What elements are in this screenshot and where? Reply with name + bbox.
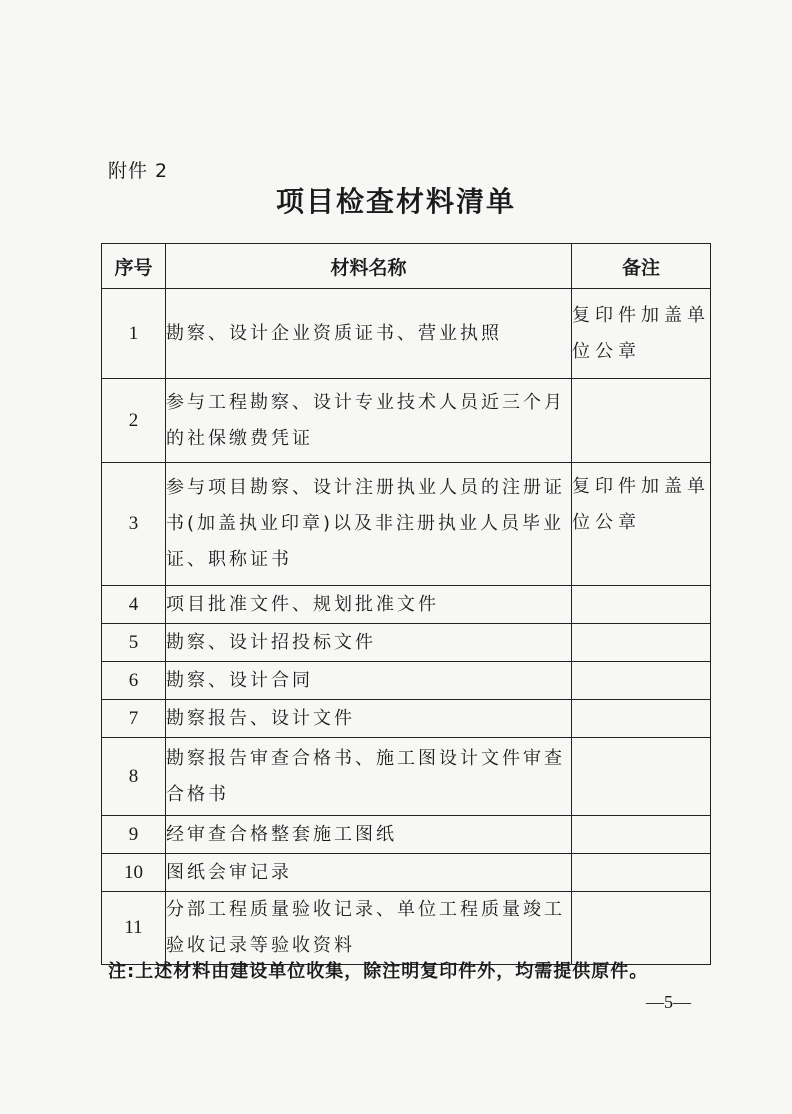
material-name: 项目批准文件、规划批准文件 xyxy=(166,586,572,624)
remark xyxy=(572,624,711,662)
table-header-row xyxy=(102,244,711,289)
material-name: 经审查合格整套施工图纸 xyxy=(166,816,572,854)
row-number: 3 xyxy=(102,463,166,586)
remark xyxy=(572,854,711,892)
remark xyxy=(572,379,711,463)
row-number: 6 xyxy=(102,662,166,700)
table-row xyxy=(102,738,711,816)
row-number: 5 xyxy=(102,624,166,662)
table-row xyxy=(102,700,711,738)
remark xyxy=(572,892,711,965)
attachment-label: 附件 2 xyxy=(108,160,169,182)
material-name: 图纸会审记录 xyxy=(166,854,572,892)
material-name: 勘察、设计招投标文件 xyxy=(166,624,572,662)
table-row xyxy=(102,379,711,463)
table-row xyxy=(102,892,711,965)
remark: 复印件加盖单位公章 xyxy=(572,463,711,586)
row-number: 9 xyxy=(102,816,166,854)
remark xyxy=(572,586,711,624)
row-number: 2 xyxy=(102,379,166,463)
row-number: 4 xyxy=(102,586,166,624)
table-row xyxy=(102,289,711,379)
row-number: 8 xyxy=(102,738,166,816)
table-row xyxy=(102,624,711,662)
row-number: 1 xyxy=(102,289,166,379)
header-serial-number: 序号 xyxy=(102,244,166,289)
material-name: 参与项目勘察、设计注册执业人员的注册证书(加盖执业印章)以及非注册执业人员毕业证、职称证书 xyxy=(166,463,572,586)
table-row xyxy=(102,586,711,624)
table-row xyxy=(102,463,711,586)
material-name: 勘察、设计企业资质证书、营业执照 xyxy=(166,289,572,379)
table-row xyxy=(102,816,711,854)
material-name: 勘察、设计合同 xyxy=(166,662,572,700)
material-name: 分部工程质量验收记录、单位工程质量竣工验收记录等验收资料 xyxy=(166,892,572,965)
table-row xyxy=(102,854,711,892)
footnote: 注:上述材料由建设单位收集，除注明复印件外，均需提供原件。 xyxy=(108,961,649,982)
remark xyxy=(572,662,711,700)
material-name: 参与工程勘察、设计专业技术人员近三个月的社保缴费凭证 xyxy=(166,379,572,463)
remark xyxy=(572,700,711,738)
document-title: 项目检查材料清单 xyxy=(275,185,516,218)
row-number: 10 xyxy=(102,854,166,892)
materials-table xyxy=(101,243,711,965)
page-number: —5— xyxy=(646,992,691,1012)
header-material-name: 材料名称 xyxy=(166,244,572,289)
material-name: 勘察报告审查合格书、施工图设计文件审查合格书 xyxy=(166,738,572,816)
remark xyxy=(572,738,711,816)
table-row xyxy=(102,662,711,700)
remark xyxy=(572,816,711,854)
row-number: 11 xyxy=(102,892,166,965)
material-name: 勘察报告、设计文件 xyxy=(166,700,572,738)
header-remarks: 备注 xyxy=(572,244,711,289)
row-number: 7 xyxy=(102,700,166,738)
remark: 复印件加盖单位公章 xyxy=(572,289,711,379)
